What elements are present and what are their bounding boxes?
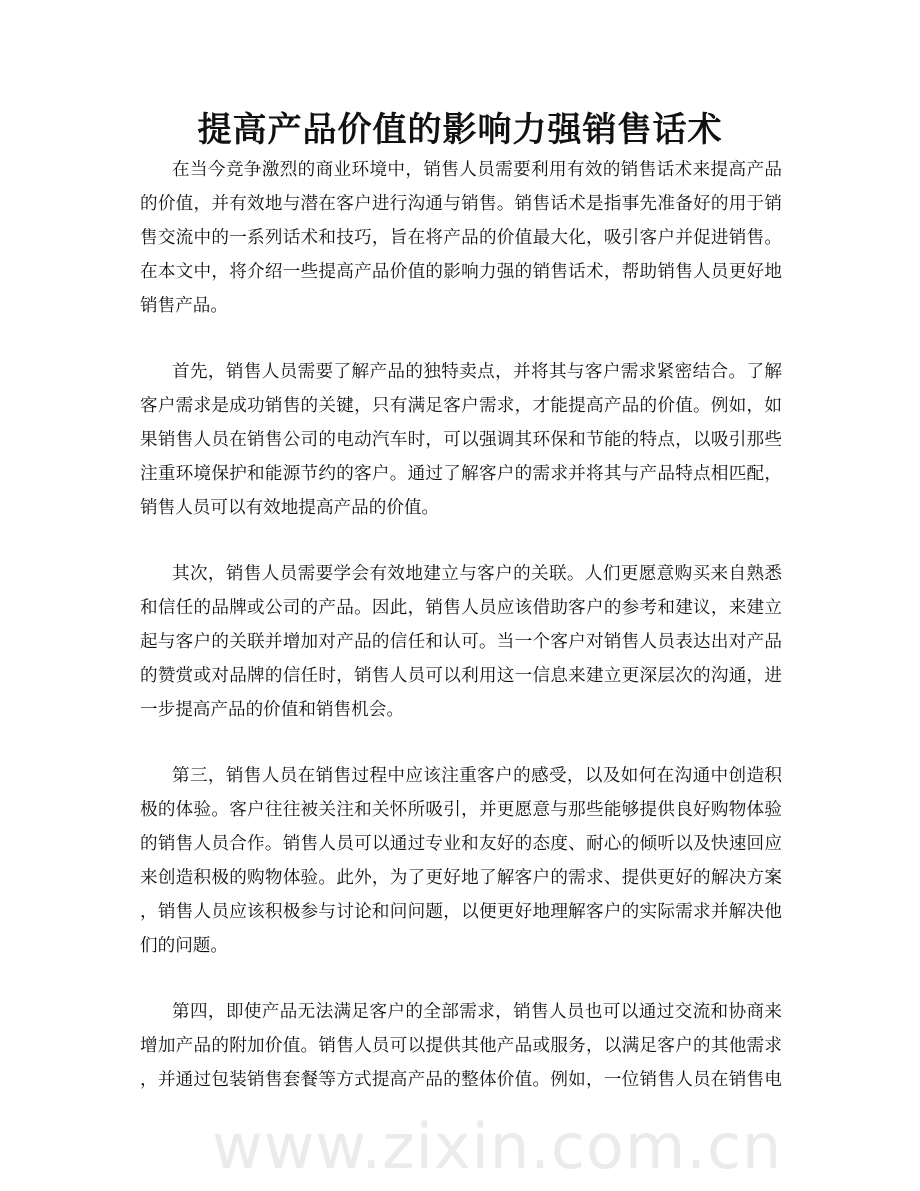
text-line: 和信任的品牌或公司的产品。因此，销售人员应该借助客户的参考和建议，来建立 [140,598,782,618]
document-body [140,153,782,1129]
paragraph [140,153,782,323]
text-line: ，并通过包装销售套餐等方式提高产品的整体价值。例如，一位销售人员在销售电 [140,1070,782,1090]
text-line: 起与客户的关联并增加对产品的信任和认可。当一个客户对销售人员表达出对产品 [140,632,782,652]
text-line: 们的问题。 [140,936,228,956]
paragraph [140,355,782,525]
text-line: 其次，销售人员需要学会有效地建立与客户的关联。人们更愿意购买来自熟悉 [172,564,782,584]
text-line: 第三，销售人员在销售过程中应该注重客户的感受，以及如何在沟通中创造积 [172,766,782,786]
text-line: 在本文中，将介绍一些提高产品价值的影响力强的销售话术，帮助销售人员更好地 [140,262,782,282]
text-line: 增加产品的附加价值。销售人员可以提供其他产品或服务，以满足客户的其他需求 [140,1036,782,1056]
text-line: 销售人员可以有效地提高产品的价值。 [140,498,440,518]
text-line: 售交流中的一系列话术和技巧，旨在将产品的价值最大化，吸引客户并促进销售。 [140,228,782,248]
text-line: 的价值，并有效地与潜在客户进行沟通与销售。销售话术是指事先准备好的用于销 [140,194,782,214]
document-title: 提高产品价值的影响力强销售话术 [197,110,723,150]
text-line: 销售产品。 [140,296,228,316]
text-line: 一步提高产品的价值和销售机会。 [140,700,404,720]
paragraph [140,995,782,1097]
watermark: www.zixin.com.cn [212,1110,783,1183]
text-line: 注重环境保护和能源节约的客户。通过了解客户的需求并将其与产品特点相匹配， [140,464,782,484]
text-line: ，销售人员应该积极参与讨论和问问题，以便更好地理解客户的实际需求并解决他 [140,902,782,922]
text-line: 首先，销售人员需要了解产品的独特卖点，并将其与客户需求紧密结合。了解 [172,362,782,382]
paragraph [140,759,782,963]
text-line: 在当今竞争激烈的商业环境中，销售人员需要利用有效的销售话术来提高产品 [172,160,782,180]
text-line: 的销售人员合作。销售人员可以通过专业和友好的态度、耐心的倾听以及快速回应 [140,834,782,854]
text-line: 的赞赏或对品牌的信任时，销售人员可以利用这一信息来建立更深层次的沟通，进 [140,666,782,686]
text-line: 第四，即使产品无法满足客户的全部需求，销售人员也可以通过交流和协商来 [172,1002,782,1022]
text-line: 极的体验。客户往往被关注和关怀所吸引，并更愿意与那些能够提供良好购物体验 [140,800,782,820]
text-line: 来创造积极的购物体验。此外，为了更好地了解客户的需求、提供更好的解决方案 [140,868,782,888]
paragraph [140,557,782,727]
text-line: 果销售人员在销售公司的电动汽车时，可以强调其环保和节能的特点，以吸引那些 [140,430,782,450]
text-line: 客户需求是成功销售的关键，只有满足客户需求，才能提高产品的价值。例如，如 [140,396,782,416]
